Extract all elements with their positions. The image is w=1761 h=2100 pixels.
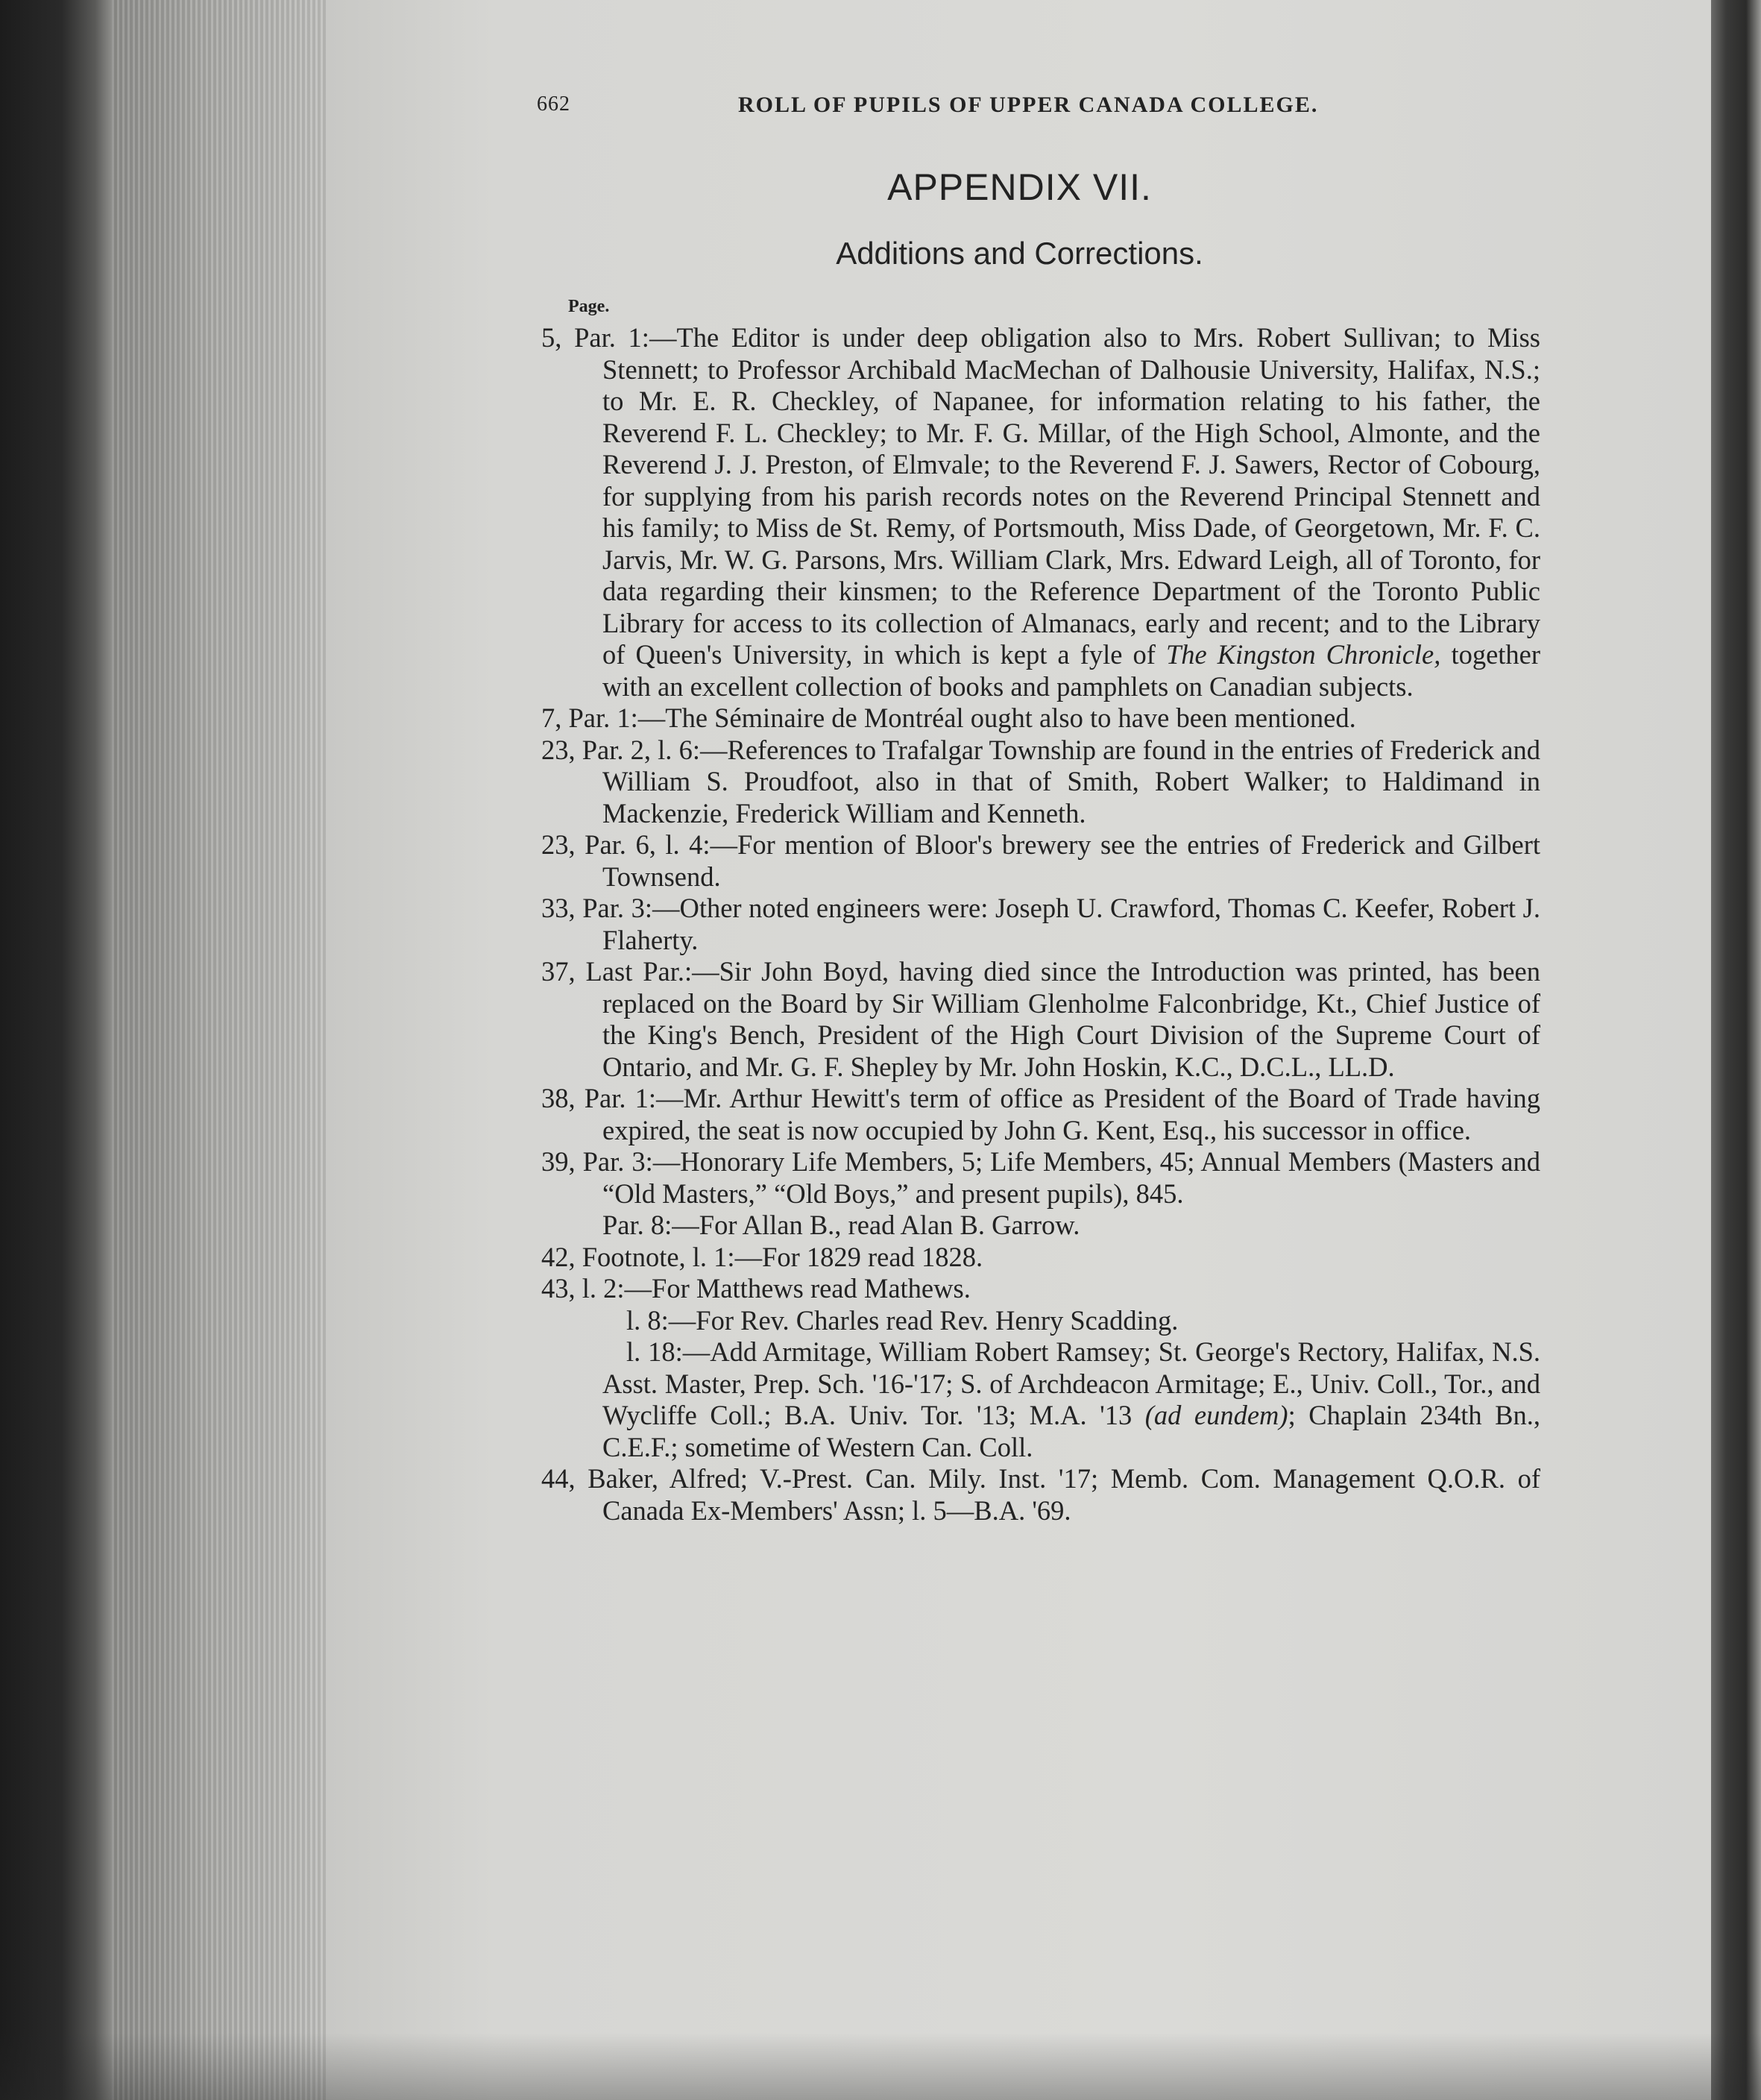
section-title: Additions and Corrections. [836, 236, 1203, 271]
entry-text: For mention of Bloor's brewery see the entries of Frederick and Gilbert Townsend. [602, 829, 1540, 892]
entry-text: For Matthews read Mathews. [652, 1273, 971, 1304]
correction-entry [541, 1083, 1540, 1146]
entry-text: Sir John Boyd, having died since the Introduction was printed, has been replaced on the Board by Sir William Glenholme Falconbridge, Kt., Chief Justice of the King's Bench, President of the High Court Division of the Supreme Court of Ontario, and Mr. G. F. Shepley by Mr. John Hoskin, K.C., D.C.L., LL.D. [602, 956, 1541, 1082]
correction-entry [541, 893, 1540, 956]
correction-entry [541, 829, 1540, 893]
correction-subentry [541, 1305, 1540, 1337]
entry-reference: 42, Footnote, l. 1:— [541, 1241, 763, 1272]
bottom-shadow [0, 2033, 1761, 2100]
entry-reference: l. 18:— [626, 1336, 711, 1367]
entry-reference: 39, Par. 3:— [541, 1146, 681, 1177]
entry-text: The Editor is under deep obligation also to Mrs. Robert Sullivan; to Miss Stennett; to Professor Archibald MacMechan of Dalhousie University, Halifax, N.S.; to Mr. E. R. Checkley, of Napanee, for information relating to his father, the Reverend F. L. Checkley; to Mr. F. G. Millar, of the High School, Almonte, and the Reverend J. J. Preston, of Elmvale; to the Reverend F. J. Sawers, Rector of Cobourg, for supplying from his parish records notes on the Reverend Principal Stennett and his family; to Miss de St. Remy, of Portsmouth, Miss Dade, of Georgetown, Mr. F. C. Jarvis, Mr. W. G. Parsons, Mrs. William Clark, Mrs. Edward Leigh, all of Toronto, for data regarding their kinsmen; to the Reference Department of the Toronto Public Library for access to its collection of Almanacs, early and recent; and to the Library of Queen's University, in which is kept a fyle of [602, 322, 1540, 670]
page-column-label: Page. [568, 297, 610, 316]
entry-reference: l. 8:— [626, 1304, 696, 1336]
entry-reference: 23, Par. 6, l. 4:— [541, 829, 738, 860]
appendix-title: APPENDIX VII. [887, 166, 1152, 208]
book-spine-shadow [0, 0, 112, 2100]
entry-reference: 43, l. 2:— [541, 1273, 652, 1304]
entry-text: Add Armitage, William Robert Ramsey; St. George's Rectory, Halifax, N.S. Asst. Master, Prep. Sch. '16-'17; S. of Archdeacon Armitage; E., Univ. Coll., Tor., and Wycliffe Coll.; B.A. Univ. Tor. '13; M.A. '13 [602, 1336, 1540, 1430]
entry-italic: (ad eundem) [1144, 1400, 1288, 1430]
correction-entry [541, 735, 1540, 830]
entry-reference: 33, Par. 3:— [541, 893, 680, 923]
entry-text: Other noted engineers were: Joseph U. Crawford, Thomas C. Keefer, Robert J. Flaherty. [602, 893, 1540, 955]
entry-reference: 38, Par. 1:— [541, 1083, 684, 1113]
entry-italic: The Kingston Chronicle, [1165, 639, 1441, 670]
entry-text: Mr. Arthur Hewitt's term of office as President of the Board of Trade having expired, the seat is now occupied by John G. Kent, Esq., his successor in office. [602, 1083, 1540, 1145]
correction-entry [541, 1146, 1540, 1210]
entry-text-after: together with an excellent collection of books and pamphlets on Canadian subjects. [602, 639, 1541, 702]
entry-text: For Allan B., read Alan B. Garrow. [699, 1210, 1080, 1240]
entry-reference: 5, Par. 1:— [541, 322, 677, 353]
page-number: 662 [537, 92, 570, 116]
entry-reference: 7, Par. 1:— [541, 702, 666, 733]
entry-reference: Par. 8:— [602, 1210, 699, 1240]
entry-text: Baker, Alfred; V.-Prest. Can. Mily. Inst. '17; Memb. Com. Management Q.O.R. of Canada Ex-Members' Assn; l. 5—B.A. '69. [587, 1463, 1540, 1526]
entry-reference: 23, Par. 2, l. 6:— [541, 734, 728, 765]
entry-text: For 1829 read 1828. [762, 1241, 983, 1272]
entry-text: Honorary Life Members, 5; Life Members, 45; Annual Members (Masters and “Old Masters,” “Old Boys,” and present pupils), 845. [602, 1146, 1540, 1209]
correction-entry [541, 1273, 1540, 1305]
entry-text-after: ; Chaplain 234th Bn., C.E.F.; sometime of Western Can. Coll. [602, 1400, 1541, 1462]
correction-entry [541, 1463, 1540, 1527]
entry-text: The Séminaire de Montréal ought also to have been mentioned. [665, 702, 1356, 733]
binding-edge [1711, 0, 1761, 2100]
page-edge-stack [112, 0, 328, 2100]
correction-subentry [541, 1336, 1540, 1463]
corrections-list [541, 322, 1540, 1527]
running-head [537, 92, 1566, 122]
entry-reference: 37, Last Par.:— [541, 956, 719, 987]
correction-entry [541, 322, 1540, 702]
entry-text: References to Trafalgar Township are found in the entries of Frederick and William S. Proudfoot, also in that of Smith, Robert Walker; to Haldimand in Mackenzie, Frederick William and Kenneth. [602, 734, 1540, 829]
entry-reference: 44, [541, 1463, 576, 1494]
correction-entry [541, 1242, 1540, 1274]
correction-subentry [541, 1210, 1540, 1242]
running-title: ROLL OF PUPILS OF UPPER CANADA COLLEGE. [738, 92, 1319, 117]
correction-entry [541, 956, 1540, 1083]
entry-text: For Rev. Charles read Rev. Henry Scadding. [696, 1304, 1179, 1336]
correction-entry [541, 702, 1540, 735]
